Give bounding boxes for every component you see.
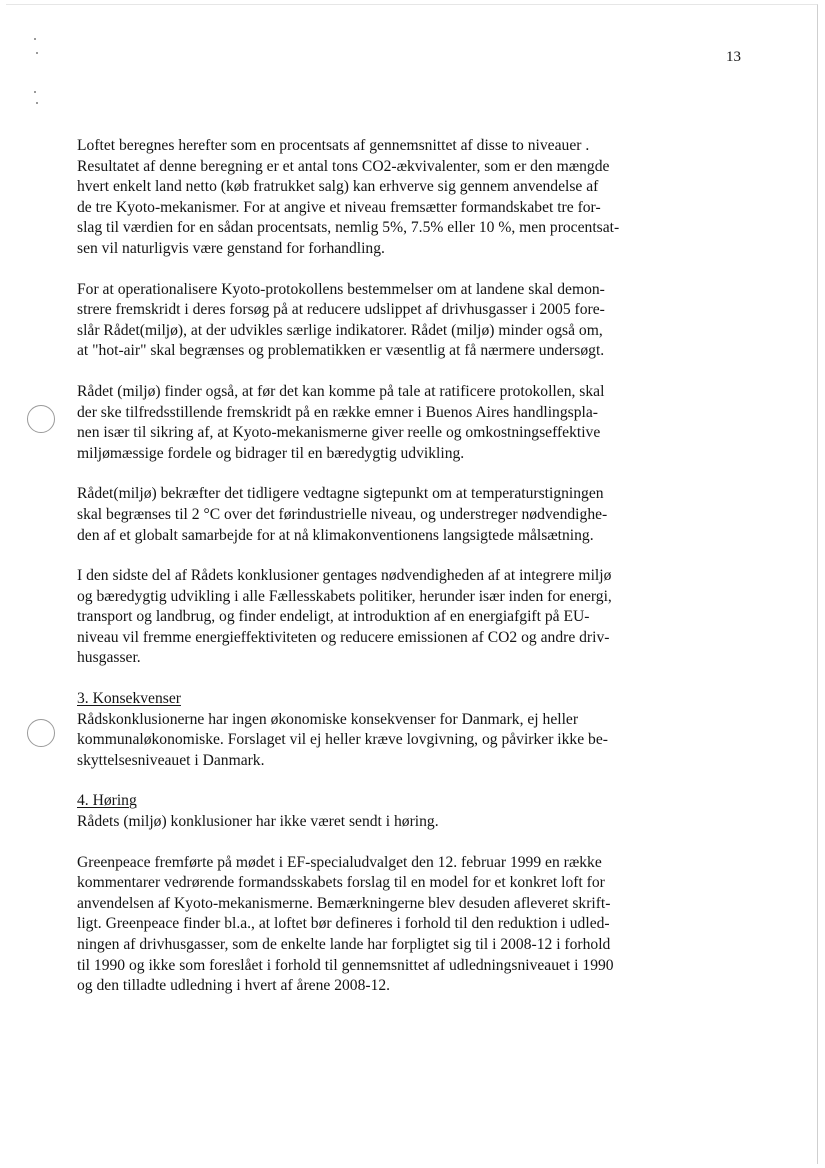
text-line: Loftet beregnes herefter som en procentsats af gennemsnittet af disse to niveauer . <box>77 137 590 154</box>
text-line: For at operationalisere Kyoto-protokollens bestemmelser om at landene skal demon- <box>77 280 605 298</box>
text-line: skyttelsesniveauet i Danmark. <box>77 751 265 769</box>
paragraph-integration <box>77 566 741 669</box>
text-line: til 1990 og ikke som foreslået i forhold til gennemsnittet af udledningsniveauet i 1990 <box>77 956 614 974</box>
text-line: hvert enkelt land netto (køb fratrukket salg) kan erhverve sig gennem anvendelse af <box>77 178 599 196</box>
page-number: 13 <box>726 49 741 65</box>
text-line: strere fremskridt i deres forsøg på at reducere udslippet af drivhusgasser i 2005 fore- <box>77 301 605 319</box>
scan-speck <box>36 52 38 54</box>
text-line: Rådskonklusionerne har ingen økonomiske konsekvenser for Danmark, ej heller <box>77 710 579 728</box>
text-line: Rådet(miljø) bekræfter det tidligere vedtagne sigtepunkt om at temperaturstigningen <box>77 485 604 503</box>
text-line: ligt. Greenpeace finder bl.a., at loftet bør defineres i forhold til den reduktion i udled- <box>77 915 610 933</box>
text-line: anvendelsen af Kyoto-mekanismerne. Bemærkningerne blev desuden afleveret skrift- <box>77 894 611 912</box>
section-heading: 4. Høring <box>77 792 137 810</box>
text-line: sen vil naturligvis være genstand for forhandling. <box>77 239 385 257</box>
text-line: slår Rådet(miljø), at der udvikles særlige indikatorer. Rådet (miljø) minder også om, <box>77 321 603 339</box>
scan-speck <box>34 91 36 93</box>
text-line: I den sidste del af Rådets konklusioner gentages nødvendigheden af at integrere miljø <box>77 567 612 585</box>
text-line: Resultatet af denne beregning er et antal tons CO2-ækvivalenter, som er den mængde <box>77 157 610 175</box>
section-heading: 3. Konsekvenser <box>77 690 181 708</box>
text-line: skal begrænses til 2 °C over det førindustrielle niveau, og understreger nødvendighe- <box>77 505 608 523</box>
punch-hole-icon <box>27 719 55 747</box>
text-line: kommunaløkonomiske. Forslaget vil ej heller kræve lovgivning, og påvirker ikke be- <box>77 731 608 749</box>
paragraph-greenpeace <box>77 853 741 997</box>
text-line: at "hot-air" skal begrænses og problematikken er væsentlig at få nærmere undersøgt. <box>77 342 605 360</box>
text-line: kommentarer vedrørende formandsskabets forslag til en model for et konkret loft for <box>77 874 605 892</box>
text-line: miljømæssige fordele og bidrager til en bæredygtig udvikling. <box>77 444 465 462</box>
section-consequences <box>77 689 741 771</box>
text-line: Rådets (miljø) konklusioner har ikke været sendt i høring. <box>77 813 439 831</box>
text-line: niveau vil fremme energieffektiviteten og reducere emissionen af CO2 og andre driv- <box>77 628 610 646</box>
paragraph-ceiling-calculation <box>77 136 741 260</box>
section-hearing <box>77 791 741 832</box>
document-body <box>77 136 741 997</box>
text-line: Rådet (miljø) finder også, at før det kan komme på tale at ratificere protokollen, skal <box>77 382 605 400</box>
paragraph-indicators <box>77 280 741 362</box>
paragraph-ratification <box>77 382 741 464</box>
text-line: de tre Kyoto-mekanismer. For at angive et niveau fremsætter formandskabet tre for- <box>77 198 601 216</box>
punch-hole-icon <box>27 405 55 433</box>
paragraph-temperature-target <box>77 484 741 546</box>
text-line: den af et globalt samarbejde for at nå klimakonventionens langsigtede målsætning. <box>77 526 594 544</box>
scan-speck <box>34 38 36 40</box>
text-line: ningen af drivhusgasser, som de enkelte lande har forpligtet sig til i 2008-12 i forhold <box>77 936 611 953</box>
text-line: Greenpeace fremførte på mødet i EF-specialudvalget den 12. februar 1999 en række <box>77 853 602 871</box>
text-line: nen især til sikring af, at Kyoto-mekanismerne giver reelle og omkostningseffektive <box>77 424 601 442</box>
scan-speck <box>36 102 38 104</box>
text-line: husgasser. <box>77 649 141 667</box>
text-line: og bæredygtig udvikling i alle Fællesskabets politiker, herunder især inden for energi, <box>77 587 612 605</box>
text-line: slag til værdien for en sådan procentsats, nemlig 5%, 7.5% eller 10 %, men procentsat- <box>77 219 620 237</box>
text-line: der ske tilfredsstillende fremskridt på en række emner i Buenos Aires handlingspla- <box>77 403 598 421</box>
text-line: og den tilladte udledning i hvert af årene 2008-12. <box>77 977 391 995</box>
text-line: transport og landbrug, og finder endeligt, at introduktion af en energiafgift på EU- <box>77 608 590 626</box>
